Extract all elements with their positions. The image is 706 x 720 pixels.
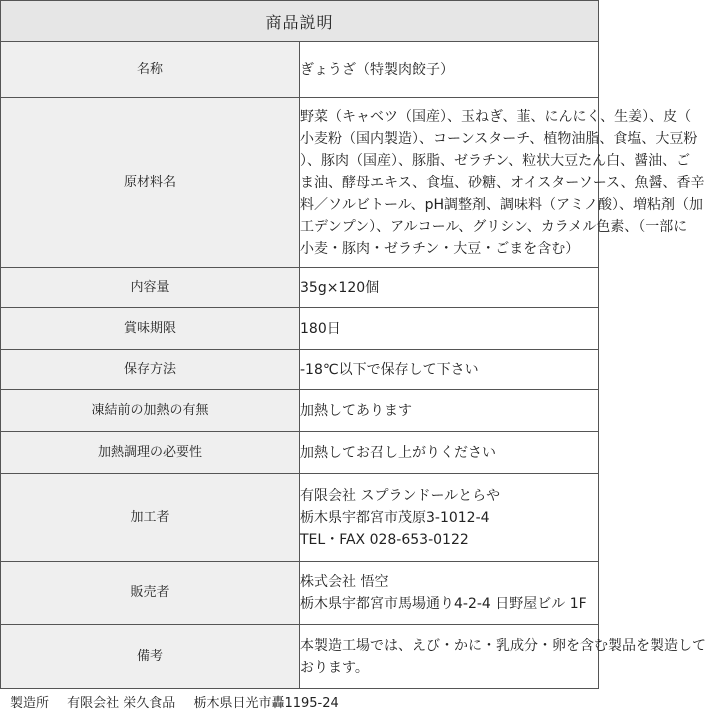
row-value	[300, 98, 705, 268]
value-line: 栃木県宇都宮市馬場通り4-2-4 日野屋ビル 1F	[300, 596, 587, 612]
footer-label: 製造所	[10, 696, 50, 711]
row-label: 原材料名	[1, 98, 300, 268]
row-label: 備考	[1, 625, 300, 689]
row-label: 保存方法	[1, 350, 300, 390]
value-line: 小麦・豚肉・ゼラチン・大豆・ごまを含む）	[300, 240, 580, 257]
value-line: 料／ソルビトール、pH調整剤、調味料（アミノ酸）、増粘剤（加	[300, 196, 704, 213]
table-row	[1, 432, 599, 474]
table-row	[1, 625, 599, 689]
row-value	[300, 42, 599, 98]
footer-address: 栃木県日光市轟1195-24	[193, 696, 339, 711]
footer-company: 有限会社 栄久食品	[67, 696, 176, 711]
table-row	[1, 562, 599, 625]
manufacturer-footer	[10, 692, 353, 711]
value-line: 35g×120個	[300, 279, 380, 296]
row-label: 販売者	[1, 562, 300, 625]
row-value	[300, 390, 599, 432]
row-label: 内容量	[1, 268, 300, 308]
row-value	[300, 308, 599, 350]
value-line: ）、豚肉（国産）、豚脂、ゼラチン、粒状大豆たん白、醤油、ご	[300, 152, 691, 169]
value-line: -18℃以下で保存して下さい	[300, 361, 479, 378]
row-value	[300, 432, 599, 474]
table-row	[1, 308, 599, 350]
value-line: おります。	[300, 659, 369, 676]
value-line: ま油、酵母エキス、食塩、砂糖、オイスターソース、魚醤、香辛	[300, 174, 705, 191]
value-line: 株式会社 悟空	[300, 574, 389, 590]
value-line: TEL・FAX 028-653-0122	[300, 531, 469, 548]
row-value	[300, 562, 599, 625]
row-label: 加熱調理の必要性	[1, 432, 300, 474]
table-title: 商品説明	[1, 1, 599, 42]
row-label: 名称	[1, 42, 300, 98]
row-value	[300, 625, 706, 689]
value-line: 加熱してあります	[300, 402, 412, 419]
table-row	[1, 350, 599, 390]
table-row	[1, 390, 599, 432]
row-label: 凍結前の加熱の有無	[1, 390, 300, 432]
value-line: 加熱してお召し上がりください	[300, 444, 496, 461]
row-label: 賞味期限	[1, 308, 300, 350]
table-row	[1, 42, 599, 98]
row-label: 加工者	[1, 474, 300, 562]
table-row	[1, 268, 599, 308]
row-value	[300, 350, 599, 390]
value-line: 本製造工場では、えび・かに・乳成分・卵を含む製品を製造して	[300, 637, 706, 654]
value-line: 有限会社 スプランドールとらや	[300, 487, 501, 504]
value-line: 野菜（キャベツ（国産）、玉ねぎ、韮、にんにく、生姜）、皮（	[300, 108, 692, 125]
value-line: 栃木県宇都宮市茂原3-1012-4	[300, 509, 490, 526]
row-value	[300, 474, 599, 562]
table-header-row	[1, 1, 599, 42]
value-line: 小麦粉（国内製造）、コーンスターチ、植物油脂、食塩、大豆粉	[300, 130, 698, 147]
value-line: ぎょうざ（特製肉餃子）	[300, 61, 454, 78]
value-line: 180日	[300, 320, 341, 337]
table-body	[1, 42, 706, 689]
row-value	[300, 268, 599, 308]
value-line: 工デンプン）、アルコール、グリシン、カラメル色素、（一部に	[300, 218, 688, 235]
table-row	[1, 98, 599, 268]
table-row	[1, 474, 599, 562]
